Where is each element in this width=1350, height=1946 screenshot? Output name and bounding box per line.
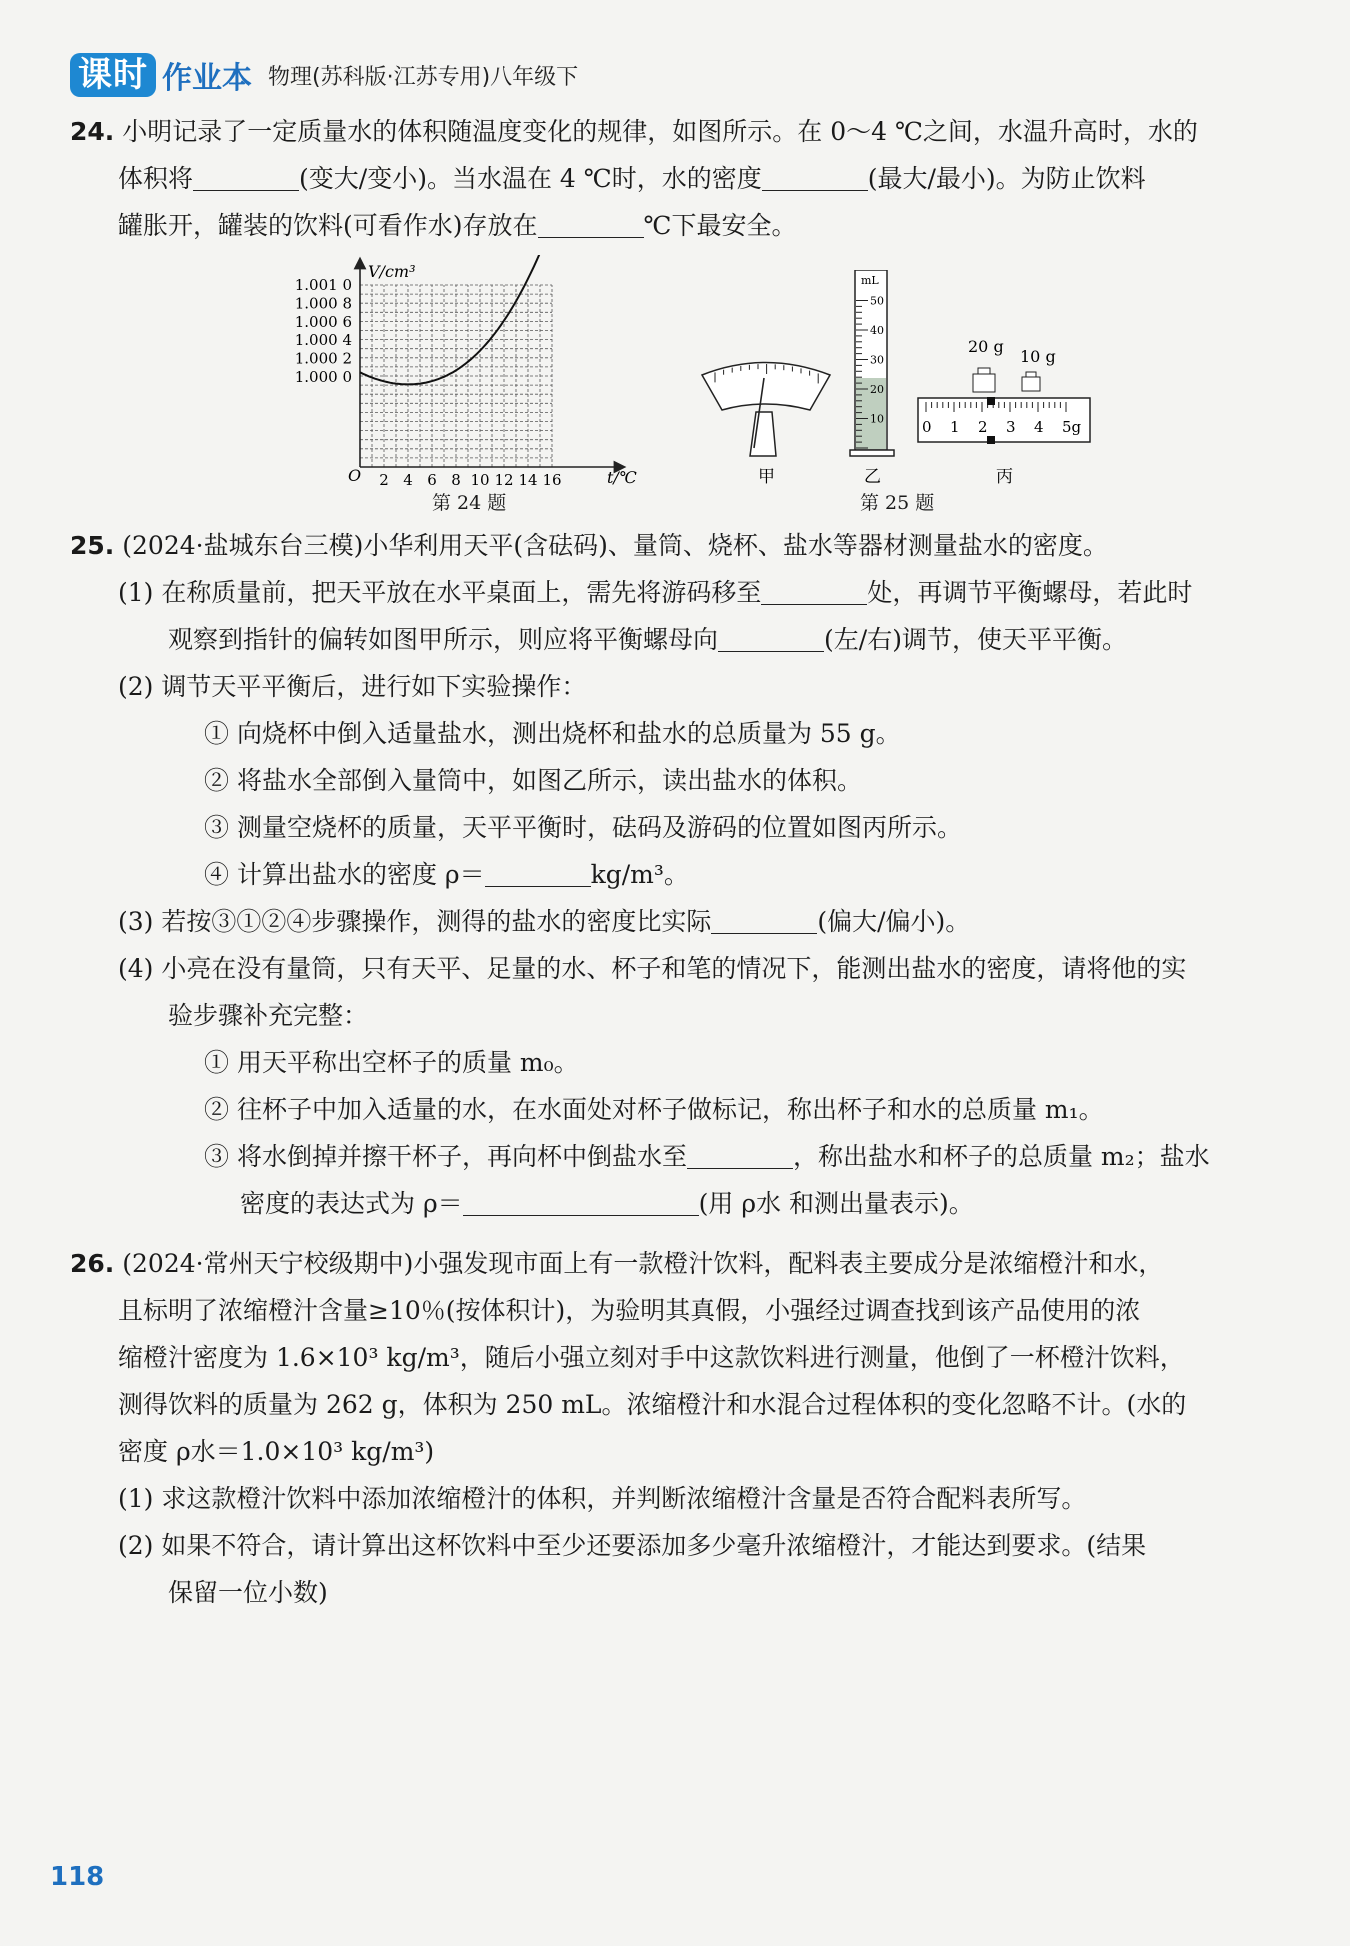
q24-line1: 小明记录了一定质量水的体积随温度变化的规律，如图所示。在 0～4 ℃之间，水温升高时，水的 [122, 117, 1198, 146]
rider-top [987, 397, 995, 405]
weight-10g [1022, 372, 1040, 391]
cylinder-tick-label: 40 [870, 324, 884, 337]
answer-blank [538, 209, 644, 238]
x-tick-label: 12 [494, 471, 514, 485]
q26-line4: 测得饮料的质量为 262 g，体积为 250 mL。浓缩橙汁和水混合过程体积的变化忽略不计。(水的 [118, 1390, 1187, 1419]
rider-scale-label: 1 [950, 418, 960, 436]
y-tick-label: 1.001 0 [294, 276, 352, 294]
q25-step2: ② 将盐水全部倒入量筒中，如图乙所示，读出盐水的体积。 [204, 766, 862, 795]
cylinder-tick-label: 50 [870, 294, 884, 308]
weights-and-rider [918, 337, 1090, 487]
q25-intro: (2024·盐城东台三模)小华利用天平(含砝码)、量筒、烧杯、盐水等器材测量盐水的密度。 [122, 531, 1108, 560]
weight-20g [973, 368, 995, 392]
q25-part1a: (1) 在称质量前，把天平放在水平桌面上，需先将游码移至 [118, 578, 762, 607]
cylinder-tick-label: 20 [870, 383, 884, 396]
question-number: 26. [70, 1249, 115, 1278]
x-tick-label: 4 [403, 471, 413, 485]
q25-step3: ③ 测量空烧杯的质量，天平平衡时，砝码及游码的位置如图丙所示。 [204, 813, 962, 842]
q26-line2: 且标明了浓缩橙汁含量≥10％(按体积计)，为验明其真假，小强经过调查找到该产品使用的浓 [118, 1296, 1141, 1325]
page-header [70, 50, 578, 100]
y-tick-label: 1.000 0 [294, 368, 352, 386]
q26-part1: (1) 求这款橙汁饮料中添加浓缩橙汁的体积，并判断浓缩橙汁含量是否符合配料表所写。 [118, 1484, 1087, 1513]
rider-scale-label: 5g [1062, 418, 1082, 436]
x-tick-label: 14 [518, 471, 538, 485]
q26-part2a: (2) 如果不符合，请计算出这杯饮料中至少还要添加多少毫升浓缩橙汁，才能达到要求。(结果 [118, 1531, 1147, 1560]
label-jia: 甲 [758, 467, 775, 487]
page-number: 118 [50, 1862, 105, 1892]
rider-scale-label: 0 [922, 418, 932, 436]
x-tick-label: 10 [470, 471, 490, 485]
q25-step4a: ④ 计算出盐水的密度 ρ＝ [204, 860, 485, 889]
q25-part1c: 观察到指针的偏转如图甲所示，则应将平衡螺母向 [168, 625, 719, 654]
y-tick-label: 1.000 4 [294, 331, 352, 350]
y-tick-label: 1.000 6 [294, 312, 352, 331]
x-tick-label: 2 [379, 471, 389, 485]
fig25-caption: 第 25 题 [860, 492, 935, 514]
answer-blank [463, 1187, 699, 1216]
question-26 [70, 1240, 1186, 1616]
book-subtitle: 物理(苏科版·江苏专用)八年级下 [268, 64, 579, 90]
answer-blank [762, 162, 868, 191]
fig24-caption: 第 24 题 [432, 492, 507, 514]
q25-sub1: ① 用天平称出空杯子的质量 m₀。 [204, 1048, 579, 1077]
q24-line2c: (最大/最小)。为防止饮料 [867, 164, 1146, 193]
question-25 [70, 522, 1210, 1227]
q25-part3a: (3) 若按③①②④步骤操作，测得的盐水的密度比实际 [118, 907, 712, 936]
q25-sub3b: ，称出盐水和杯子的总质量 m₂；盐水 [792, 1142, 1210, 1171]
question-number: 25. [70, 531, 115, 560]
question-number: 24. [70, 117, 115, 146]
label-bing: 丙 [996, 467, 1013, 487]
series-brand: 作业本 [162, 61, 252, 96]
y-tick-label: 1.000 2 [294, 349, 352, 368]
q24-line2a: 体积将 [118, 164, 194, 193]
q25-part1b: 处，再调节平衡螺母，若此时 [867, 578, 1193, 607]
q25-part2: (2) 调节天平平衡后，进行如下实验操作： [118, 672, 587, 701]
origin-label: O [348, 466, 362, 485]
q25-sub2: ② 往杯子中加入适量的水，在水面处对杯子做标记，称出杯子和水的总质量 m₁。 [204, 1095, 1104, 1124]
q24-line3a: 罐胀开，罐装的饮料(可看作水)存放在 [118, 211, 538, 240]
graph-grid [360, 285, 552, 467]
q26-line3: 缩橙汁密度为 1.6×10³ kg/m³，随后小强立刻对手中这款饮料进行测量，他倒了一杯橙汁饮料， [118, 1343, 1185, 1372]
series-logo: 课时 [70, 53, 156, 97]
cylinder-unit: mL [861, 274, 879, 287]
balance-pointer-dial [702, 363, 830, 488]
q25-sub3a: ③ 将水倒掉并擦干杯子，再向杯中倒盐水至 [204, 1142, 687, 1171]
q25-part4b: 验步骤补充完整： [168, 1001, 369, 1030]
answer-blank [761, 576, 867, 605]
weight-20g-label: 20 g [968, 337, 1004, 356]
q25-step1: ① 向烧杯中倒入适量盐水，测出烧杯和盐水的总质量为 55 g。 [204, 719, 901, 748]
rider-bottom [987, 436, 995, 444]
fig25-apparatus [690, 270, 1100, 490]
label-yi: 乙 [864, 467, 881, 487]
x-tick-label: 16 [542, 471, 562, 485]
q25-step4b: kg/m³。 [590, 860, 689, 889]
cylinder-tick-label: 10 [870, 412, 884, 426]
q25-sub3c: 密度的表达式为 ρ＝ [240, 1189, 463, 1218]
weight-10g-label: 10 g [1020, 347, 1056, 366]
q25-part4a: (4) 小亮在没有量筒，只有天平、足量的水、杯子和笔的情况下，能测出盐水的密度，请将他的实 [118, 954, 1187, 983]
answer-blank [711, 905, 817, 934]
graduated-cylinder [850, 270, 894, 487]
cylinder-tick-label: 30 [870, 353, 884, 367]
x-axis-label: t/℃ [607, 468, 637, 485]
y-tick-labels [295, 276, 352, 386]
rider-scale-label: 4 [1034, 418, 1044, 436]
q24-line3b: ℃下最安全。 [643, 211, 797, 240]
q25-part1d: (左/右)调节，使天平平衡。 [824, 625, 1127, 654]
x-tick-label: 8 [451, 471, 461, 485]
rider-scale-label: 2 [978, 418, 988, 436]
q26-part2b: 保留一位小数) [168, 1578, 328, 1607]
q26-line5: 密度 ρ水＝1.0×10³ kg/m³) [118, 1437, 435, 1466]
x-tick-labels [379, 471, 561, 485]
question-24 [70, 108, 1198, 249]
answer-blank [718, 623, 824, 652]
q26-line1: (2024·常州天宁校级期中)小强发现市面上有一款橙汁饮料，配料表主要成分是浓缩橙汁和水， [122, 1249, 1164, 1278]
answer-blank [193, 162, 299, 191]
q25-sub3d: (用 ρ水 和测出量表示)。 [698, 1189, 974, 1218]
x-tick-label: 6 [427, 471, 437, 485]
answer-blank [485, 858, 591, 887]
y-tick-label: 1.000 8 [294, 294, 352, 313]
fig24-volume-temperature-graph [280, 255, 660, 485]
q24-line2b: (变大/变小)。当水温在 4 ℃时，水的密度 [299, 164, 762, 193]
y-axis-label: V/cm³ [368, 262, 416, 281]
rider-scale-label: 3 [1006, 418, 1016, 436]
q25-part3b: (偏大/偏小)。 [817, 907, 971, 936]
answer-blank [687, 1140, 793, 1169]
